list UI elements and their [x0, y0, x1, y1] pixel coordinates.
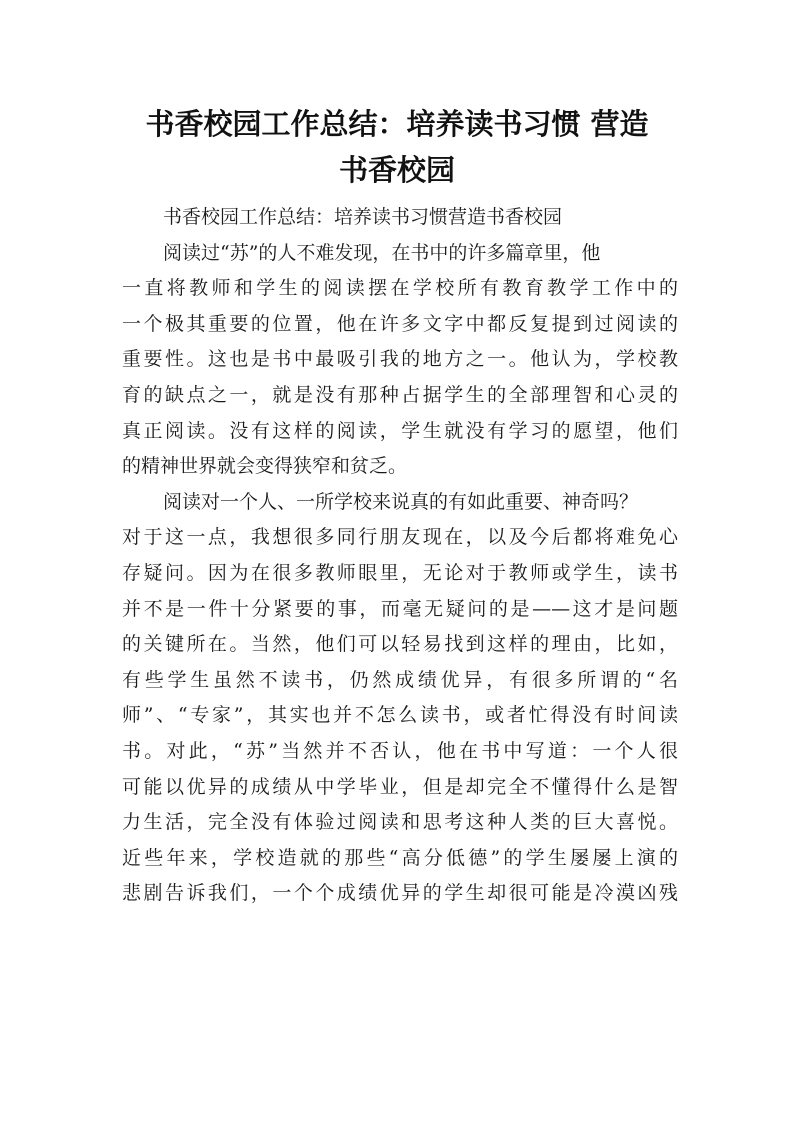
text-line: 阅读过“苏”的人不难发现，在书中的许多篇章里，他	[163, 241, 601, 264]
text-line: 有些学生虽然不读书，仍然成绩优异，有很多所谓的“名	[122, 668, 678, 691]
text-line: 真正阅读。没有这样的阅读，学生就没有学习的愿望，他们	[122, 419, 678, 442]
text-line: 师”、“专家”，其实也并不怎么读书，或者忙得没有时间读	[122, 704, 678, 727]
text-line: 一直将教师和学生的阅读摆在学校所有教育教学工作中的	[122, 277, 678, 300]
text-line: 书。对此，“苏”当然并不否认，他在书中写道：一个人很	[122, 739, 678, 762]
text-line: 存疑问。因为在很多教师眼里，无论对于教师或学生，读书	[122, 561, 678, 584]
text-line: 育的缺点之一，就是没有那种占据学生的全部理智和心灵的	[122, 383, 678, 406]
document-title	[100, 101, 694, 193]
document-body	[122, 200, 678, 912]
text-line: 并不是一件十分紧要的事，而毫无疑问的是——这才是问题	[122, 597, 678, 620]
paragraph-1	[122, 236, 678, 485]
text-line: 阅读对一个人、一所学校来说真的有如此重要、神奇吗？	[163, 490, 639, 513]
text-line: 的精神世界就会变得狭窄和贫乏。	[122, 455, 408, 478]
text-line: 的关键所在。当然，他们可以轻易找到这样的理由，比如，	[122, 633, 678, 656]
title-line: 书香校园	[338, 153, 455, 187]
text-line: 力生活，完全没有体验过阅读和思考这种人类的巨大喜悦。	[122, 811, 678, 834]
text-line: 重要性。这也是书中最吸引我的地方之一。他认为，学校教	[122, 348, 678, 371]
text-line: 可能以优异的成绩从中学毕业，但是却完全不懂得什么是智	[122, 775, 678, 798]
text-line: 近些年来，学校造就的那些“高分低德”的学生屡屡上演的	[122, 846, 678, 869]
text-line: 一个极其重要的位置，他在许多文字中都反复提到过阅读的	[122, 312, 678, 335]
text-line: 悲剧告诉我们，一个个成绩优异的学生却很可能是冷漠凶残	[122, 882, 678, 905]
paragraph-2	[122, 485, 678, 912]
text-line: 对于这一点，我想很多同行朋友现在，以及今后都将难免心	[122, 526, 678, 549]
document-subtitle: 书香校园工作总结：培养读书习惯营造书香校园	[163, 206, 563, 228]
title-line: 书香校园工作总结：培养读书习惯 营造	[145, 107, 649, 141]
